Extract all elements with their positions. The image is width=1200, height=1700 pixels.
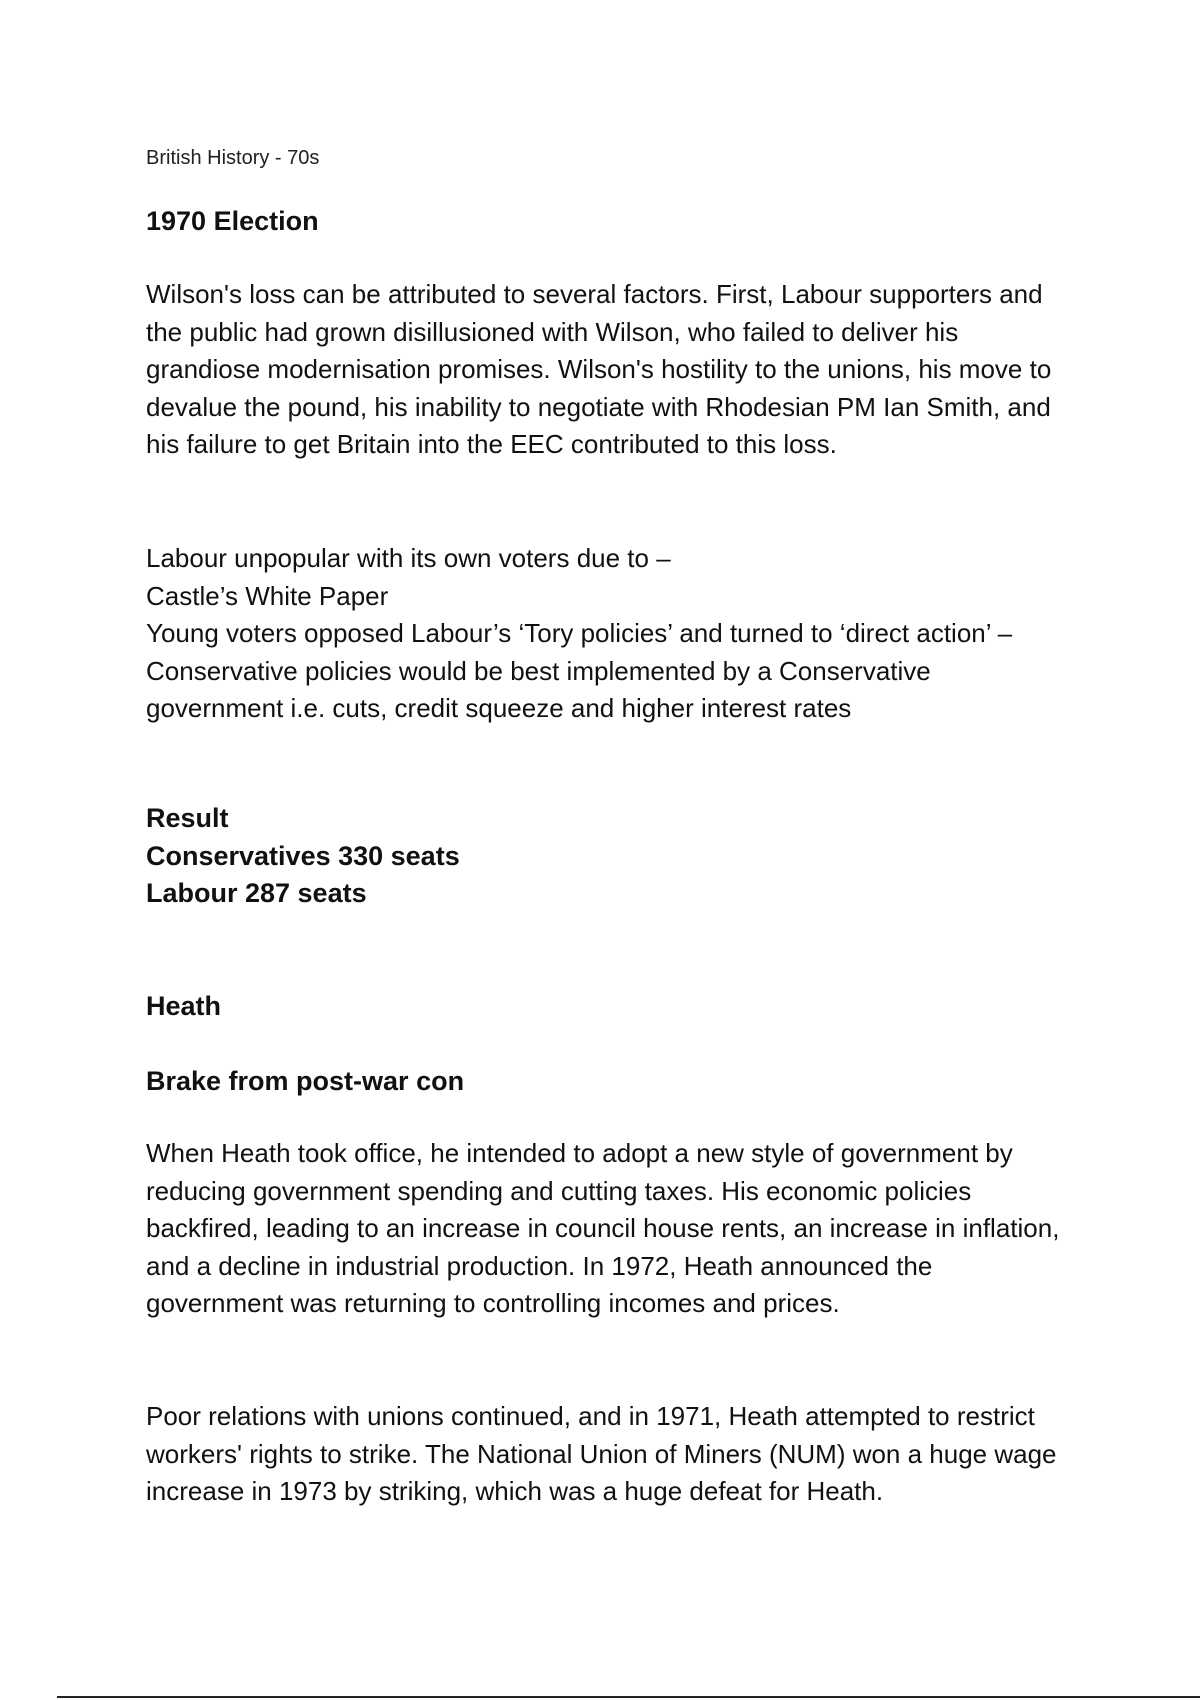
footer-divider: [57, 1696, 1200, 1698]
result-labour: Labour 287 seats: [146, 878, 367, 908]
election-result: [146, 800, 460, 913]
section-subtitle-brake: Brake from post-war con: [146, 1066, 465, 1096]
list-item: Labour unpopular with its own voters due to –: [146, 543, 671, 573]
paragraph-heath-office: [146, 1135, 1066, 1323]
paragraph-poor-relations: [146, 1398, 1066, 1511]
labour-unpopular-list: [146, 540, 1066, 728]
list-item: Castle’s White Paper: [146, 580, 389, 611]
section-title-1970-election: 1970 Election: [146, 206, 319, 236]
paragraph-text: Poor relations with unions continued, and in 1971, Heath attempted to restrict workers' rights to strike. The National Union of Miners (NUM) won a huge wage increase in 1973 by striking, which was a huge defeat for Heath.: [146, 1401, 1057, 1506]
paragraph-text: When Heath took office, he intended to adopt a new style of government by reducing government spending and cutting taxes. His economic policies backfired, leading to an increase in council house rents, an increase in inflation, and a decline in industrial production. In 1972, Heath announced the government was returning to controlling incomes and prices.: [146, 1138, 1060, 1318]
paragraph-wilson-loss: [146, 276, 1066, 464]
list-item: Young voters opposed Labour’s ‘Tory policies’ and turned to ‘direct action’ –: [146, 618, 1013, 648]
result-label: Result: [146, 803, 229, 833]
document-header: British History - 70s: [146, 147, 320, 169]
paragraph-text: Wilson's loss can be attributed to several factors. First, Labour supporters and the public had grown disillusioned with Wilson, who failed to deliver his grandiose modernisation promises. Wilson's hostility to the unions, his move to devalue the pound, his inability to negotiate with Rhodesian PM Ian Smith, and his failure to get Britain into the EEC contributed to this loss.: [146, 279, 1052, 459]
list-item: Conservative policies would be best implemented by a Conservative government i.e. cuts, credit squeeze and higher interest rates: [146, 655, 931, 723]
section-title-heath: Heath: [146, 991, 222, 1021]
result-conservatives: Conservatives 330 seats: [146, 840, 460, 871]
